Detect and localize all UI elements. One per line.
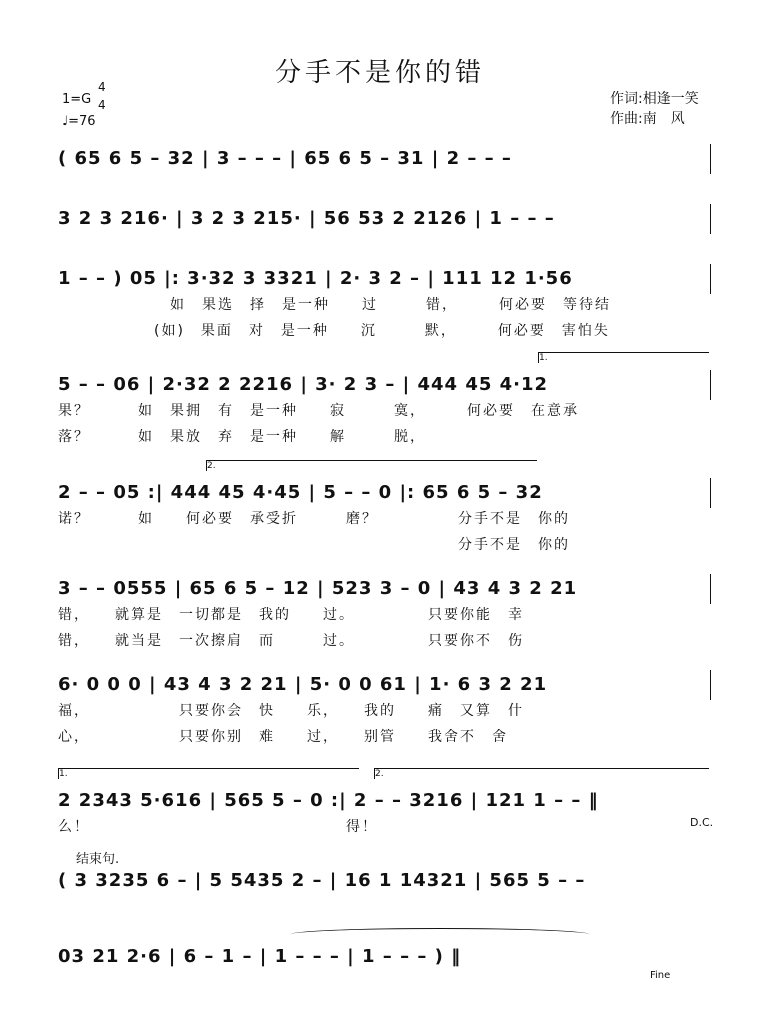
lyric-line-1: 诺？ 如 何必要 承受折 磨？ 分手不是 你的 <box>58 511 570 527</box>
score-row-2 <box>0 208 760 268</box>
score-row-3 <box>0 268 760 339</box>
lyric-line-2: 分手不是 你的 <box>58 537 570 553</box>
score-row-1 <box>0 148 760 208</box>
fine-marking: Fine <box>650 970 671 981</box>
lyric-line-1: 如 果选 择 是一种 过 错， 何必要 等待结 <box>58 297 611 313</box>
lyric-line-2: (如) 果面 对 是一种 沉 默， 何必要 害怕失 <box>58 323 610 339</box>
time-signature-bottom: 4 <box>98 98 106 112</box>
lyric-line-2: 落？ 如 果放 弃 是一种 解 脱， <box>58 429 426 445</box>
score-row-10 <box>0 946 760 1006</box>
score-row-6 <box>0 578 760 649</box>
coda-label: 结束句. <box>76 852 120 867</box>
score-row-5 <box>0 461 760 553</box>
barline <box>710 370 711 400</box>
song-title: 分手不是你的错 <box>274 58 485 88</box>
notation-line: 6· 0 0 0 | 43 4 3 2 21 | 5· 0 0 61 | 1· 6 3 2 21 <box>58 674 548 695</box>
score-row-8 <box>0 769 760 850</box>
notation-line: 03 21 2·6 | 6 – 1 – | 1 – – – | 1 – – – ) ‖ <box>58 946 462 967</box>
lyric-line-1: 错， 就算是 一切都是 我的 过。 只要你能 幸 <box>58 607 524 623</box>
composer-credit: 作曲:南 风 <box>610 111 685 127</box>
lyric-line-1: 福， 只要你会 快 乐， 我的 痛 又算 什 <box>58 703 524 719</box>
notation-line: 1 – – ) 05 |: 3·32 3 3321 | 2· 3 2 – | 111 12 1·56 <box>58 268 573 289</box>
notation-line: 3 2 3 216· | 3 2 3 215· | 56 53 2 2126 | 1 – – – <box>58 208 555 229</box>
notation-line: 5 – – 06 | 2·32 2 2216 | 3· 2 3 – | 444 45 4·12 <box>58 374 549 395</box>
lyric-line-2: 心， 只要你别 难 过， 别管 我舍不 舍 <box>58 729 508 745</box>
lyric-line-1: 么！ 得！ <box>58 819 378 835</box>
time-signature-top: 4 <box>98 80 106 94</box>
score-row-4 <box>0 353 760 445</box>
notation-line: 2 – – 05 :| 444 45 4·45 | 5 – – 0 |: 65 6 5 – 32 <box>58 482 543 503</box>
dc-marking: D.C. <box>690 816 714 829</box>
lyric-line-2: 错， 就当是 一次擦肩 而 过。 只要你不 伤 <box>58 633 524 649</box>
notation-line: 2 2343 5·616 | 565 5 – 0 :| 2 – – 3216 | 121 1 – – ‖ <box>58 790 599 811</box>
score-row-9 <box>0 852 760 930</box>
volta-bracket-2: 2. <box>374 768 709 779</box>
notation-line: ( 3 3235 6 – | 5 5435 2 – | 16 1 14321 | 565 5 – – <box>58 870 586 891</box>
lyric-line-1: 果？ 如 果拥 有 是一种 寂 寞， 何必要 在意承 <box>58 403 579 419</box>
barline <box>710 574 711 604</box>
barline <box>710 670 711 700</box>
slur-mark <box>290 928 590 941</box>
volta-bracket-1: 1. <box>538 352 709 363</box>
key-signature: 1=G <box>62 92 92 107</box>
volta-bracket-2: 2. <box>206 460 537 471</box>
barline <box>710 144 711 174</box>
barline <box>710 478 711 508</box>
tempo-marking: ♩=76 <box>62 114 96 129</box>
barline <box>710 264 711 294</box>
notation-line: 3 – – 0555 | 65 6 5 – 12 | 523 3 – 0 | 43 4 3 2 21 <box>58 578 578 599</box>
lyricist-credit: 作词:相逢一笑 <box>610 91 699 107</box>
score-row-7 <box>0 674 760 745</box>
notation-line: ( 65 6 5 – 32 | 3 – – – | 65 6 5 – 31 | 2 – – – <box>58 148 512 169</box>
barline <box>710 204 711 234</box>
volta-bracket-1: 1. <box>58 768 359 779</box>
